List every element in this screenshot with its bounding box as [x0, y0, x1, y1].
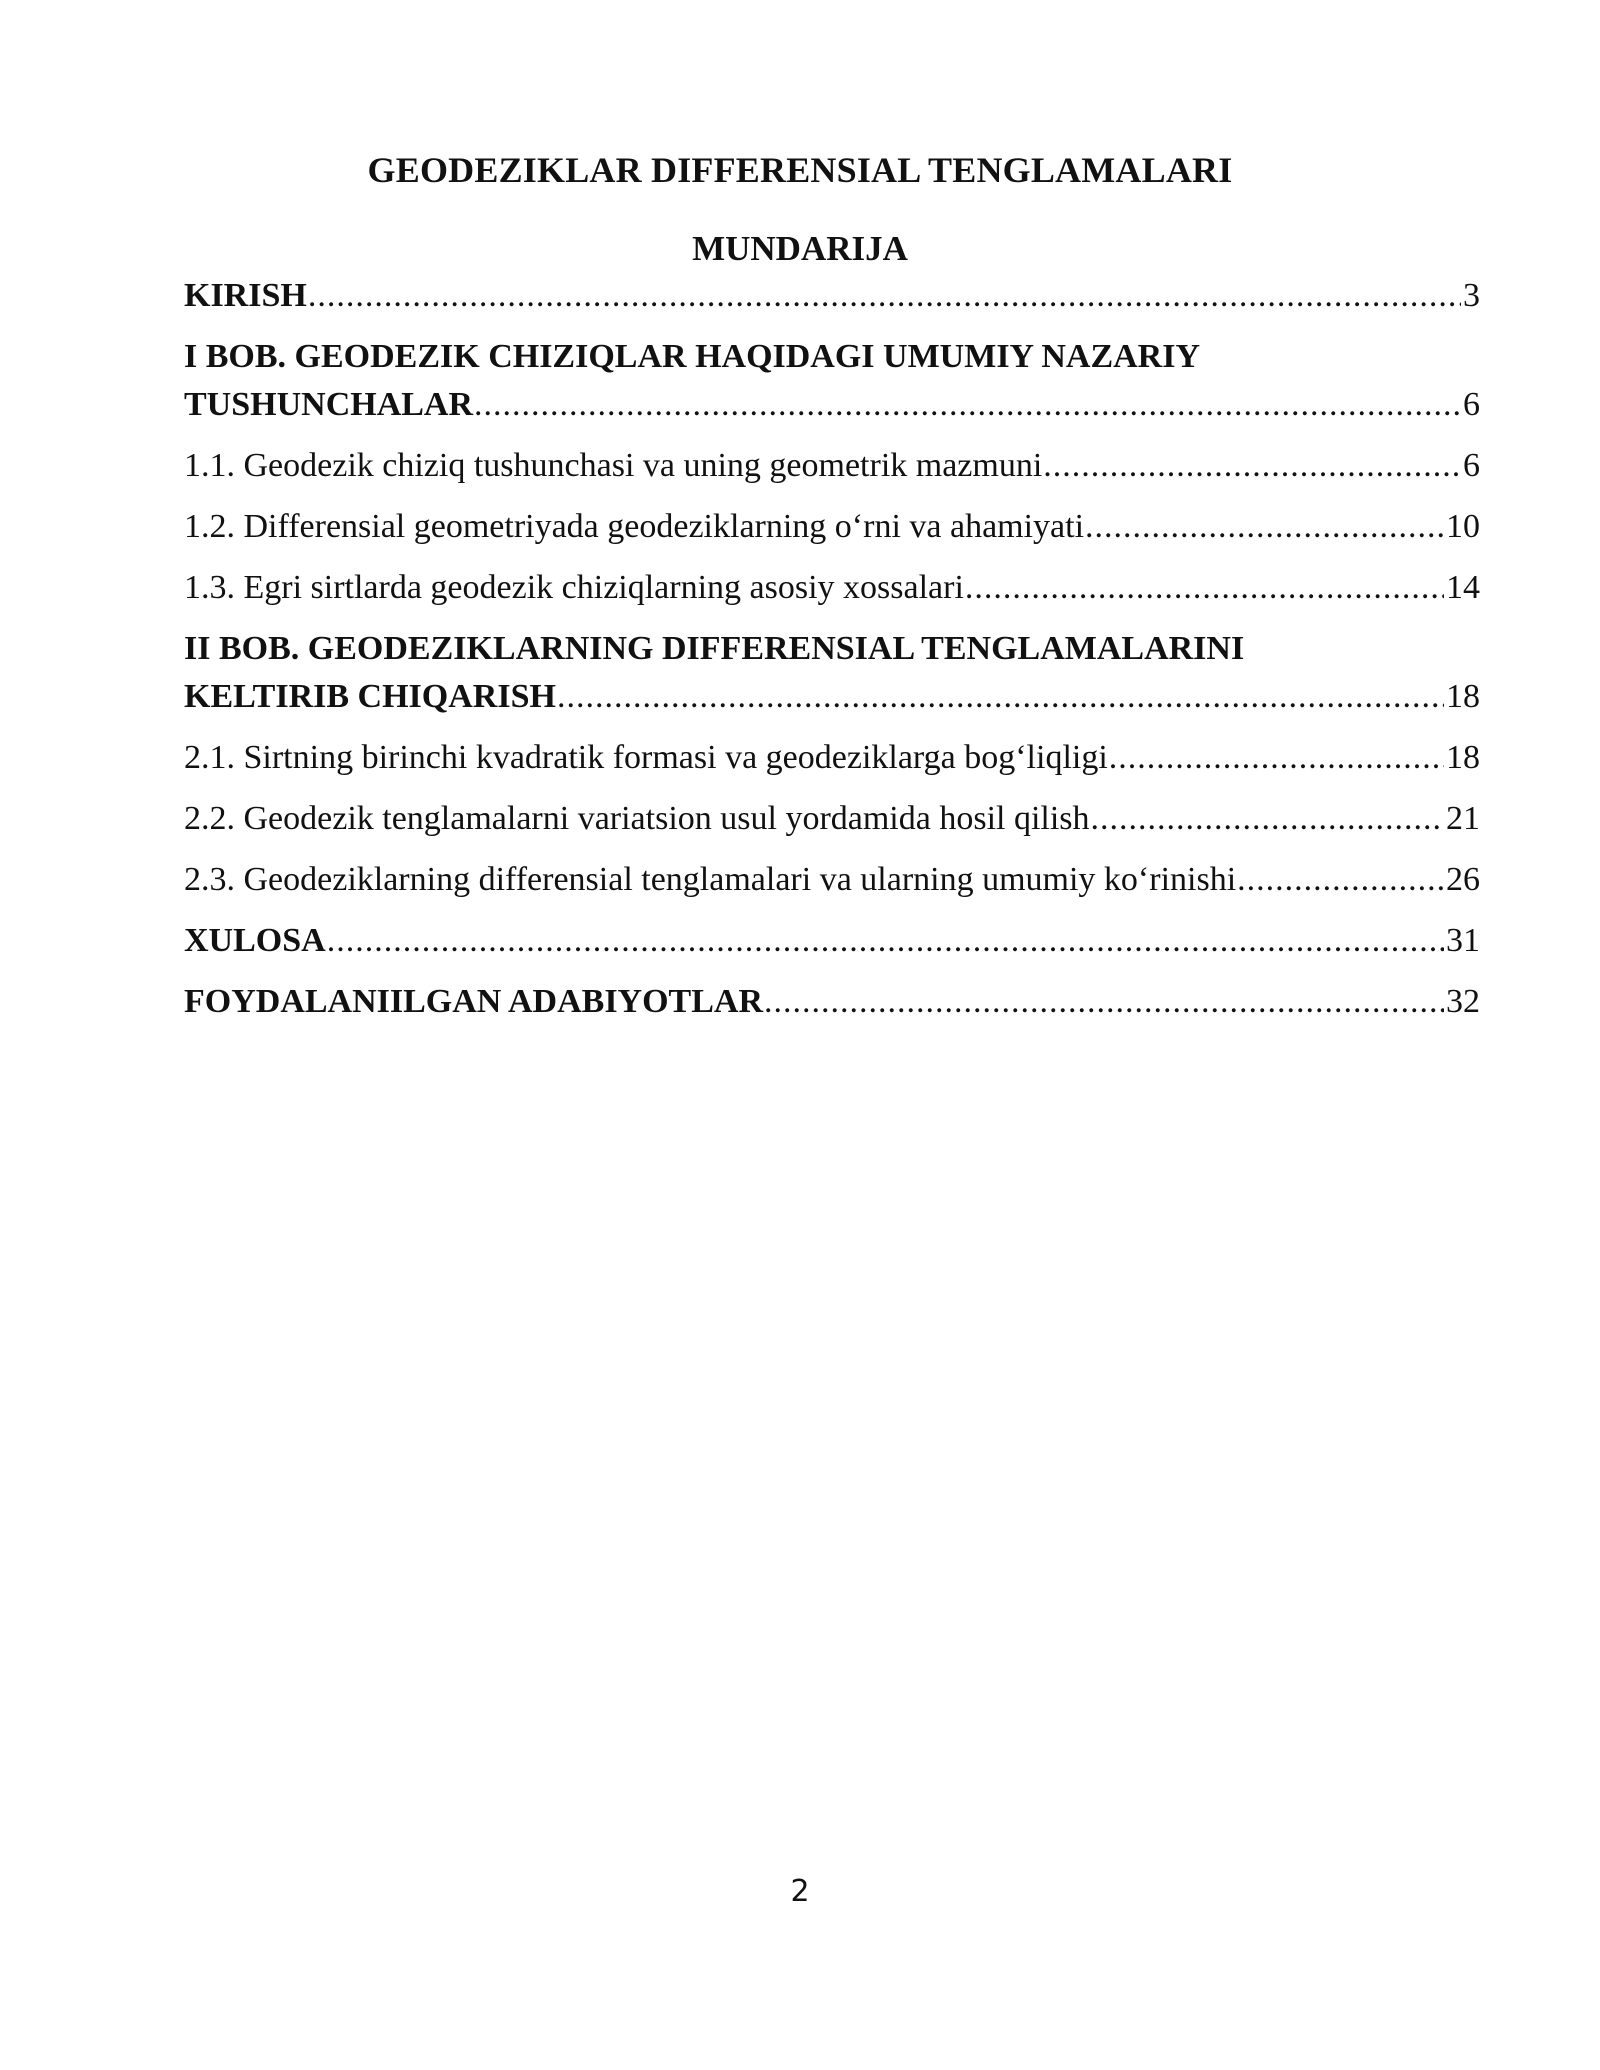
- toc-entry-section-2-3[interactable]: [184, 856, 1480, 904]
- toc-entry-section-1-3[interactable]: [184, 564, 1480, 612]
- dot-leader: [1085, 503, 1444, 551]
- toc-entry-section-2-1[interactable]: [184, 734, 1480, 782]
- document-title: GEODEZIKLAR DIFFERENSIAL TENGLAMALARI: [367, 150, 1233, 190]
- toc-entry-section-1-1[interactable]: [184, 442, 1480, 490]
- toc-entry-kirish[interactable]: [184, 272, 1480, 320]
- toc-entry-title: 2.2. Geodezik tenglamalarni variatsion usul yordamida hosil qilish: [184, 800, 1090, 837]
- toc-entry-title: KIRISH: [184, 277, 307, 314]
- toc-entry-page: 18: [1446, 739, 1480, 776]
- toc-entry-page: 14: [1446, 569, 1480, 606]
- toc-entry-page: 6: [1463, 447, 1480, 484]
- toc-entry-title: FOYDALANIILGAN ADABIYOTLAR: [184, 983, 764, 1020]
- dot-leader: [308, 272, 1461, 320]
- toc-entry-title: 2.1. Sirtning birinchi kvadratik formasi va geodeziklarga bog‘liqligi: [184, 739, 1108, 776]
- page-number: 2: [790, 1874, 810, 1909]
- toc-heading: MUNDARIJA: [692, 229, 908, 268]
- dot-leader: [327, 917, 1444, 965]
- toc-entry-title: 2.3. Geodeziklarning differensial tenglamalari va ularning umumiy ko‘rinishi: [184, 861, 1237, 898]
- toc-entry-page: 32: [1446, 983, 1480, 1020]
- dot-leader: [764, 978, 1444, 1026]
- toc-entry-title-line1: II BOB. GEODEZIKLARNING DIFFERENSIAL TENGLAMALARINI: [184, 630, 1245, 667]
- toc-entry-page: 31: [1446, 922, 1480, 959]
- dot-leader: [557, 673, 1444, 721]
- toc-entry-chapter-2[interactable]: [184, 625, 1480, 721]
- dot-leader: [1109, 734, 1444, 782]
- toc-entry-title: KELTIRIB CHIQARISH: [184, 678, 556, 715]
- dot-leader: [474, 381, 1461, 429]
- toc-entry-page: 10: [1446, 508, 1480, 545]
- dot-leader: [1091, 795, 1444, 843]
- toc-entry-page: 6: [1463, 386, 1480, 423]
- dot-leader: [1237, 856, 1444, 904]
- toc-entry-title: 1.1. Geodezik chiziq tushunchasi va uning geometrik mazmuni: [184, 447, 1043, 484]
- toc-entry-title: XULOSA: [184, 922, 326, 959]
- toc-entry-chapter-1[interactable]: [184, 333, 1480, 429]
- table-of-contents: [184, 272, 1480, 1026]
- toc-entry-title: 1.2. Differensial geometriyada geodeziklarning o‘rni va ahamiyati: [184, 508, 1085, 545]
- toc-entry-page: 3: [1463, 277, 1480, 314]
- dot-leader: [965, 564, 1444, 612]
- toc-entry-page: 26: [1446, 861, 1480, 898]
- toc-entry-title-line1: I BOB. GEODEZIK CHIZIQLAR HAQIDAGI UMUMIY NAZARIY: [184, 338, 1201, 375]
- toc-entry-section-1-2[interactable]: [184, 503, 1480, 551]
- toc-entry-title: TUSHUNCHALAR: [184, 386, 474, 423]
- toc-entry-references[interactable]: [184, 978, 1480, 1026]
- dot-leader: [1043, 442, 1461, 490]
- toc-entry-page: 21: [1446, 800, 1480, 837]
- toc-entry-title: 1.3. Egri sirtlarda geodezik chiziqlarning asosiy xossalari: [184, 569, 964, 606]
- toc-entry-page: 18: [1446, 678, 1480, 715]
- toc-entry-section-2-2[interactable]: [184, 795, 1480, 843]
- toc-entry-xulosa[interactable]: [184, 917, 1480, 965]
